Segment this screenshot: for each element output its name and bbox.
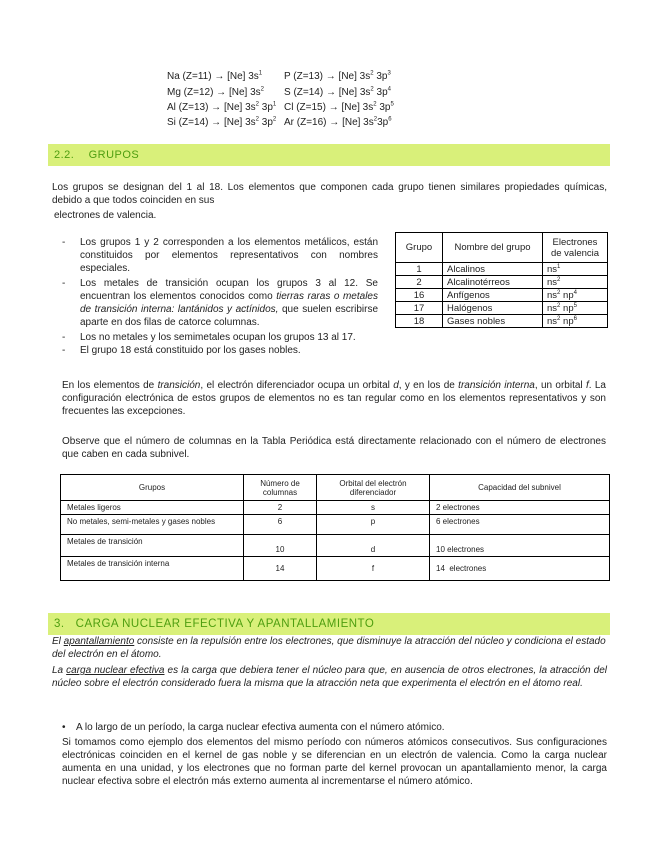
cell-name: Alcalinotérreos [443, 276, 543, 289]
cell: No metales, semi-metales y gases nobles [61, 515, 244, 535]
section-title: 3. CARGA NUCLEAR EFECTIVA Y APANTALLAMIENTO [54, 618, 375, 630]
cell-group: 2 [396, 276, 443, 289]
bullet-final: • A lo largo de un período, la carga nuclear efectiva aumenta con el número atómico. [62, 722, 445, 733]
definition-carga-efectiva: La carga nuclear efectiva es la carga que debiera tener el núcleo para que, en ausencia de otros electrones, la atracción del núcleo sobre el electrón considerado fuera la misma que la atracción neta que experimenta el electrón en el átomo real. [52, 665, 607, 689]
section-title: 2.2. GRUPOS [54, 149, 140, 161]
column-header: Orbital del electrón diferenciador [317, 475, 430, 501]
cell: 14 [244, 557, 317, 581]
cell-group: 16 [396, 289, 443, 302]
table-row [396, 276, 608, 289]
column-header: Grupo [396, 233, 443, 263]
intro-paragraph-line2: electrones de valencia. [54, 210, 157, 221]
config-cl-right: Cl (Z=15) → [Ne] $3s^2$ $3p^5$ [284, 101, 394, 113]
config-na-left: Na (Z=11) → [Ne] $3s^1$ [167, 70, 263, 82]
config-p-right: P (Z=13) → [Ne] $3s^2$ $3p^3$ [284, 70, 391, 82]
config-s-right: S (Z=14) → [Ne] $3s^2$ $3p^4$ [284, 86, 392, 98]
cell-group: 18 [396, 315, 443, 328]
table-row [61, 501, 610, 515]
cell: 10 electrones [430, 535, 610, 557]
cell-group: 17 [396, 302, 443, 315]
cell: 2 [244, 501, 317, 515]
table-header-row [396, 233, 608, 263]
list-item: - El grupo 18 está constituido por los gases nobles. [62, 344, 378, 357]
cell-group: 1 [396, 263, 443, 276]
table-header-row [61, 475, 610, 501]
intro-paragraph: Los grupos se designan del 1 al 18. Los elementos que componen cada grupo tienen similares propiedades químicas, debido a que todos coinciden en sus [52, 182, 607, 206]
config-si-left: Si (Z=14) → [Ne] $3s^2$ $3p^2$ [167, 116, 277, 128]
column-header: Número de columnas [244, 475, 317, 501]
table-row [61, 515, 610, 535]
table-row [396, 289, 608, 302]
cell: 6 [244, 515, 317, 535]
table-row [396, 315, 608, 328]
config-al-left: Al (Z=13) → [Ne] $3s^2$ $3p^1$ [167, 101, 277, 113]
list-item: - Los grupos 1 y 2 corresponden a los elementos metálicos, están constituidos por elementos representativos con nombres especiales. [62, 236, 378, 275]
cell-valence: $ns^2$ $np^4$ [543, 289, 608, 302]
column-header: Nombre del grupo [443, 233, 543, 263]
cell: s [317, 501, 430, 515]
list-item: - Los no metales y los semimetales ocupan los grupos 13 al 17. [62, 331, 378, 344]
cell: d [317, 535, 430, 557]
list-item: - Los metales de transición ocupan los grupos 3 al 12. Se encuentran los elementos conocidos como tierras raras o metales de transición interna: lantánidos y actínidos, que suelen escribirse aparte en dos filas de catorce columnas. [62, 277, 378, 329]
cell: Metales de transición interna [61, 557, 244, 581]
bullet-icon: • [62, 722, 66, 733]
cell: 6 electrones [430, 515, 610, 535]
table-row [396, 263, 608, 276]
cell-valence: $ns^2$ $np^6$ [543, 315, 608, 328]
table-row [396, 302, 608, 315]
cell-name: Halógenos [443, 302, 543, 315]
cell: Metales ligeros [61, 501, 244, 515]
cell-valence: $ns^1$ [543, 263, 608, 276]
cell: 14 electrones [430, 557, 610, 581]
definition-apantallamiento: El apantallamiento consiste en la repulsión entre los electrones, que disminuye la atracción del núcleo y condiciona el estado del electrón en el átomo. [52, 636, 606, 660]
cell: 2 electrones [430, 501, 610, 515]
section-header-carga-nuclear [48, 613, 610, 635]
table-row [61, 535, 610, 557]
columns-paragraph: Observe que el número de columnas en la Tabla Periódica está directamente relacionado con el número de electrones que caben en cada subnivel. [62, 436, 606, 460]
final-paragraph: Si tomamos como ejemplo dos elementos del mismo período con números atómicos consecutivos. Sus configuraciones electrónicas coinciden en el kernel de gas noble y se diferencian en un electrón de valencia. Como la carga nuclear aumenta en una unidad, y los electrones que no forman parte del kernel provocan un apantallamiento menor, la carga nuclear efectiva sobre el electrón más externo aumenta al incrementarse el número atómico. [62, 737, 607, 787]
column-header: Grupos [61, 475, 244, 501]
cell: p [317, 515, 430, 535]
cell: 10 [244, 535, 317, 557]
groups-bullet-list [62, 236, 378, 357]
table-row [61, 557, 610, 581]
section-header-grupos [48, 144, 610, 166]
cell-name: Gases nobles [443, 315, 543, 328]
column-header: Capacidad del subnivel [430, 475, 610, 501]
transition-paragraph: En los elementos de transición, el electrón diferenciador ocupa un orbital d, y en los de transición interna, un orbital f. La configuración electrónica de estos grupos de elementos no es tan regular como en los elementos representativos y son frecuentes las excepciones. [62, 380, 606, 417]
groups-table [395, 232, 608, 328]
subshell-table [60, 474, 610, 581]
cell: f [317, 557, 430, 581]
cell-valence: $ns^2$ [543, 276, 608, 289]
column-header: Electrones de valencia [543, 233, 608, 263]
config-ar-right: Ar (Z=16) → [Ne] $3s^23p^6$ [284, 116, 392, 128]
cell-valence: $ns^2$ $np^5$ [543, 302, 608, 315]
cell-name: Alcalinos [443, 263, 543, 276]
cell-name: Anfígenos [443, 289, 543, 302]
cell: Metales de transición [61, 535, 244, 557]
config-mg-left: Mg (Z=12) → [Ne] $3s^2$ [167, 86, 264, 98]
